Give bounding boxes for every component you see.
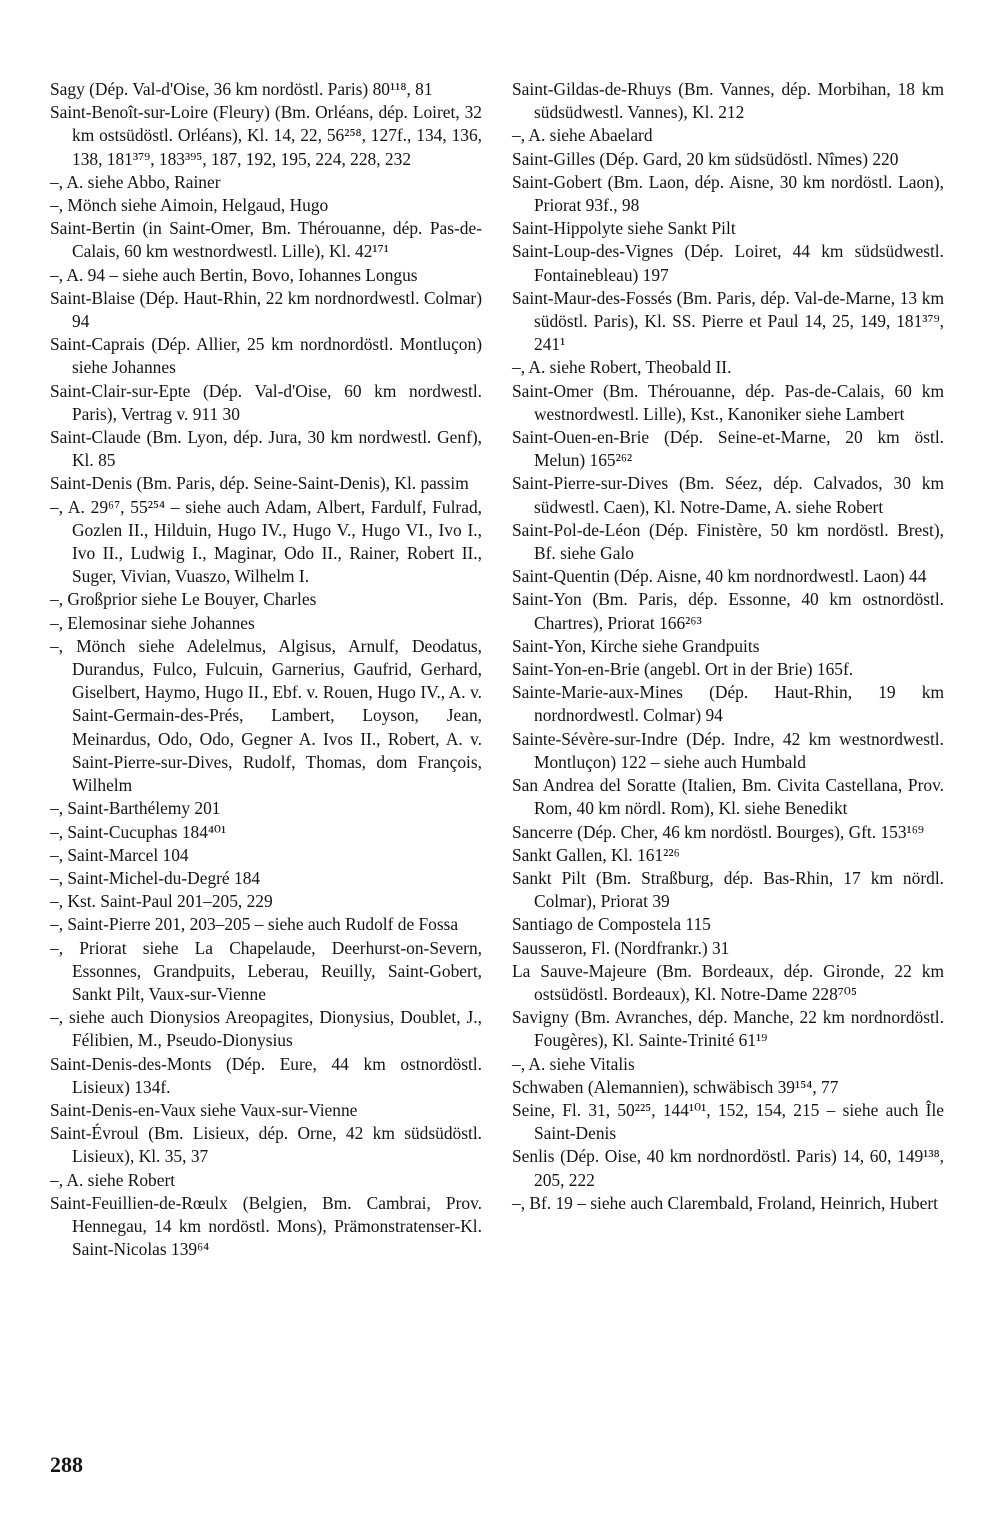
index-entry: –, Elemosinar siehe Johannes (50, 612, 255, 633)
index-entry: Saint-Gilles (Dép. Gard, 20 km südsüdöstl. Nîmes) 220 (512, 148, 899, 169)
index-entry: Seine, Fl. 31, 50²²⁵, 144¹⁰¹, 152, 154, 215 – siehe auch Île Saint-Denis (512, 1099, 944, 1144)
page-number: 288 (50, 1452, 83, 1477)
index-entry: Saint-Omer (Bm. Thérouanne, dép. Pas-de-Calais, 60 km westnordwestl. Lille), Kst., Kanoniker siehe Lambert (512, 380, 944, 424)
index-entry: –, A. siehe Robert (50, 1169, 176, 1190)
index-entry: Schwaben (Alemannien), schwäbisch 39¹⁵⁴, 77 (512, 1076, 839, 1097)
index-column-right (512, 78, 944, 1215)
index-entry: Saint-Denis-des-Monts (Dép. Eure, 44 km ostnordöstl. Lisieux) 134f. (50, 1053, 482, 1097)
index-entry: –, Bf. 19 – siehe auch Clarembald, Froland, Heinrich, Hubert (512, 1192, 938, 1213)
index-entry: Santiago de Compostela 115 (512, 914, 711, 935)
index-entry: –, A. siehe Abbo, Rainer (50, 171, 221, 192)
index-entry: –, A. siehe Robert, Theobald II. (512, 357, 732, 378)
index-entry: –, Mönch siehe Aimoin, Helgaud, Hugo (50, 195, 329, 216)
index-entry: Sagy (Dép. Val-d'Oise, 36 km nordöstl. Paris) 80¹¹⁸, 81 (50, 79, 433, 99)
index-entry: Sancerre (Dép. Cher, 46 km nordöstl. Bourges), Gft. 153¹⁶⁹ (512, 821, 924, 842)
index-entry: Saint-Yon (Bm. Paris, dép. Essonne, 40 km ostnordöstl. Chartres), Priorat 166²⁶³ (512, 589, 944, 633)
index-entry: –, Saint-Cucuphas 184⁴⁰¹ (50, 821, 227, 842)
index-entry: Saint-Bertin (in Saint-Omer, Bm. Thérouanne, dép. Pas-de-Calais, 60 km westnordwestl. Lille), Kl. 42¹⁷¹ (50, 218, 482, 262)
index-entry: –, A. siehe Abaelard (512, 125, 653, 146)
index-entry: –, Kst. Saint-Paul 201–205, 229 (50, 891, 273, 912)
index-entry: Saint-Pierre-sur-Dives (Bm. Séez, dép. Calvados, 30 km südwestl. Caen), Kl. Notre-Dame, A. siehe Robert (512, 473, 944, 517)
index-entry: Saint-Caprais (Dép. Allier, 25 km nordnordöstl. Montluçon) siehe Johannes (50, 334, 482, 378)
index-entry: –, Priorat siehe La Chapelaude, Deerhurst-on-Severn, Essonnes, Grandpuits, Leberau, Reuilly, Saint-Gobert, Sankt Pilt, Vaux-sur-Vienne (50, 937, 482, 1004)
index-entry: La Sauve-Majeure (Bm. Bordeaux, dép. Gironde, 22 km ostsüdöstl. Bordeaux), Kl. Notre-Dame 228⁷⁰⁵ (512, 960, 944, 1004)
index-entry: Saint-Gildas-de-Rhuys (Bm. Vannes, dép. Morbihan, 18 km südsüdwestl. Vannes), Kl. 212 (512, 79, 944, 123)
index-entry: Saint-Maur-des-Fossés (Bm. Paris, dép. Val-de-Marne, 13 km südöstl. Paris), Kl. SS. Pierre et Paul 14, 25, 149, 181³⁷⁹, 241¹ (512, 287, 944, 355)
index-entry: –, Saint-Pierre 201, 203–205 – siehe auch Rudolf de Fossa (50, 914, 459, 935)
index-entry: –, siehe auch Dionysios Areopagites, Dionysius, Doublet, J., Félibien, M., Pseudo-Dionysius (50, 1007, 482, 1051)
index-entry: Saint-Claude (Bm. Lyon, dép. Jura, 30 km nordwestl. Genf), Kl. 85 (50, 427, 482, 471)
index-entry: Saint-Pol-de-Léon (Dép. Finistère, 50 km nordöstl. Brest), Bf. siehe Galo (512, 519, 944, 564)
index-entry: Saint-Hippolyte siehe Sankt Pilt (512, 218, 736, 239)
index-entry: –, Saint-Michel-du-Degré 184 (50, 867, 261, 888)
index-entry: Saint-Denis (Bm. Paris, dép. Seine-Saint-Denis), Kl. passim (50, 473, 469, 494)
index-entry: Saint-Clair-sur-Epte (Dép. Val-d'Oise, 60 km nordwestl. Paris), Vertrag v. 911 30 (50, 380, 482, 424)
index-entry: –, A. siehe Vitalis (512, 1053, 635, 1074)
index-entry: –, Saint-Marcel 104 (50, 844, 189, 865)
index-entry: –, A. 94 – siehe auch Bertin, Bovo, Iohannes Longus (50, 264, 418, 285)
index-entry: Saint-Feuillien-de-Rœulx (Belgien, Bm. Cambrai, Prov. Hennegau, 14 km nordöstl. Mons), Prämonstratenser-Kl. Saint-Nicolas 139⁶⁴ (50, 1192, 482, 1260)
index-column-left (50, 78, 482, 1261)
index-entry: Saint-Ouen-en-Brie (Dép. Seine-et-Marne, 20 km östl. Melun) 165²⁶² (512, 427, 944, 471)
index-entry: Sainte-Marie-aux-Mines (Dép. Haut-Rhin, 19 km nordnordwestl. Colmar) 94 (512, 682, 944, 726)
index-entry: San Andrea del Soratte (Italien, Bm. Civita Castellana, Prov. Rom, 40 km nördl. Rom), Kl. siehe Benedikt (512, 775, 944, 819)
index-entry: Saint-Loup-des-Vignes (Dép. Loiret, 44 km südsüdwestl. Fontainebleau) 197 (512, 241, 944, 285)
index-entry: –, Großprior siehe Le Bouyer, Charles (50, 589, 317, 610)
index-entry: Sainte-Sévère-sur-Indre (Dép. Indre, 42 km westnordwestl. Montluçon) 122 – siehe auch Humbald (512, 728, 944, 772)
index-entry: Saint-Yon-en-Brie (angebl. Ort in der Brie) 165f. (512, 659, 854, 680)
index-entry: Saint-Gobert (Bm. Laon, dép. Aisne, 30 km nordöstl. Laon), Priorat 93f., 98 (512, 171, 944, 216)
index-entry: Saint-Évroul (Bm. Lisieux, dép. Orne, 42 km südsüdöstl. Lisieux), Kl. 35, 37 (50, 1123, 482, 1167)
index-entry: Sankt Pilt (Bm. Straßburg, dép. Bas-Rhin, 17 km nördl. Colmar), Priorat 39 (512, 867, 944, 912)
index-entry: Saint-Blaise (Dép. Haut-Rhin, 22 km nordnordwestl. Colmar) 94 (50, 287, 482, 332)
index-entry: Saint-Yon, Kirche siehe Grandpuits (512, 635, 760, 656)
index-entry: –, Mönch siehe Adelelmus, Algisus, Arnulf, Deodatus, Durandus, Fulco, Fulcuin, Garnerius, Gaufrid, Gerhard, Giselbert, Haymo, Hugo II., Ebf. v. Rouen, Hugo IV., A. v. Saint-Germain-des-Prés, Lambert, Loyson, Jean, Meinardus, Odo, Odo, Gegner A. Ivos II., Robert, A. v. Saint-Pierre-sur-Dives, Rudolf, Thomas, dom François, Wilhelm (50, 635, 482, 796)
index-entry: Saint-Benoît-sur-Loire (Fleury) (Bm. Orléans, dép. Loiret, 32 km ostsüdöstl. Orléans), Kl. 14, 22, 56²⁵⁸, 127f., 134, 136, 138, 181³⁷⁹, 183³⁹⁵, 187, 192, 195, 224, 228, 232 (50, 102, 482, 169)
index-entry: Saint-Denis-en-Vaux siehe Vaux-sur-Vienne (50, 1099, 358, 1120)
index-entry: Saint-Quentin (Dép. Aisne, 40 km nordnordwestl. Laon) 44 (512, 566, 927, 587)
index-entry: Senlis (Dép. Oise, 40 km nordnordöstl. Paris) 14, 60, 149¹³⁸, 205, 222 (512, 1146, 944, 1190)
index-entry: Sausseron, Fl. (Nordfrankr.) 31 (512, 937, 730, 958)
index-entry: –, Saint-Barthélemy 201 (50, 798, 221, 819)
index-entry: –, A. 29⁶⁷, 55²⁵⁴ – siehe auch Adam, Albert, Fardulf, Fulrad, Gozlen II., Hilduin, Hugo IV., Hugo V., Hugo VI., Ivo I., Ivo II., Ludwig I., Maginar, Odo II., Rainer, Robert II., Suger, Vivian, Vuaszo, Wilhelm I. (50, 496, 482, 587)
index-entry: Sankt Gallen, Kl. 161²²⁶ (512, 844, 680, 865)
index-entry: Savigny (Bm. Avranches, dép. Manche, 22 km nordnordöstl. Fougères), Kl. Sainte-Trinité 61¹⁹ (512, 1007, 944, 1051)
